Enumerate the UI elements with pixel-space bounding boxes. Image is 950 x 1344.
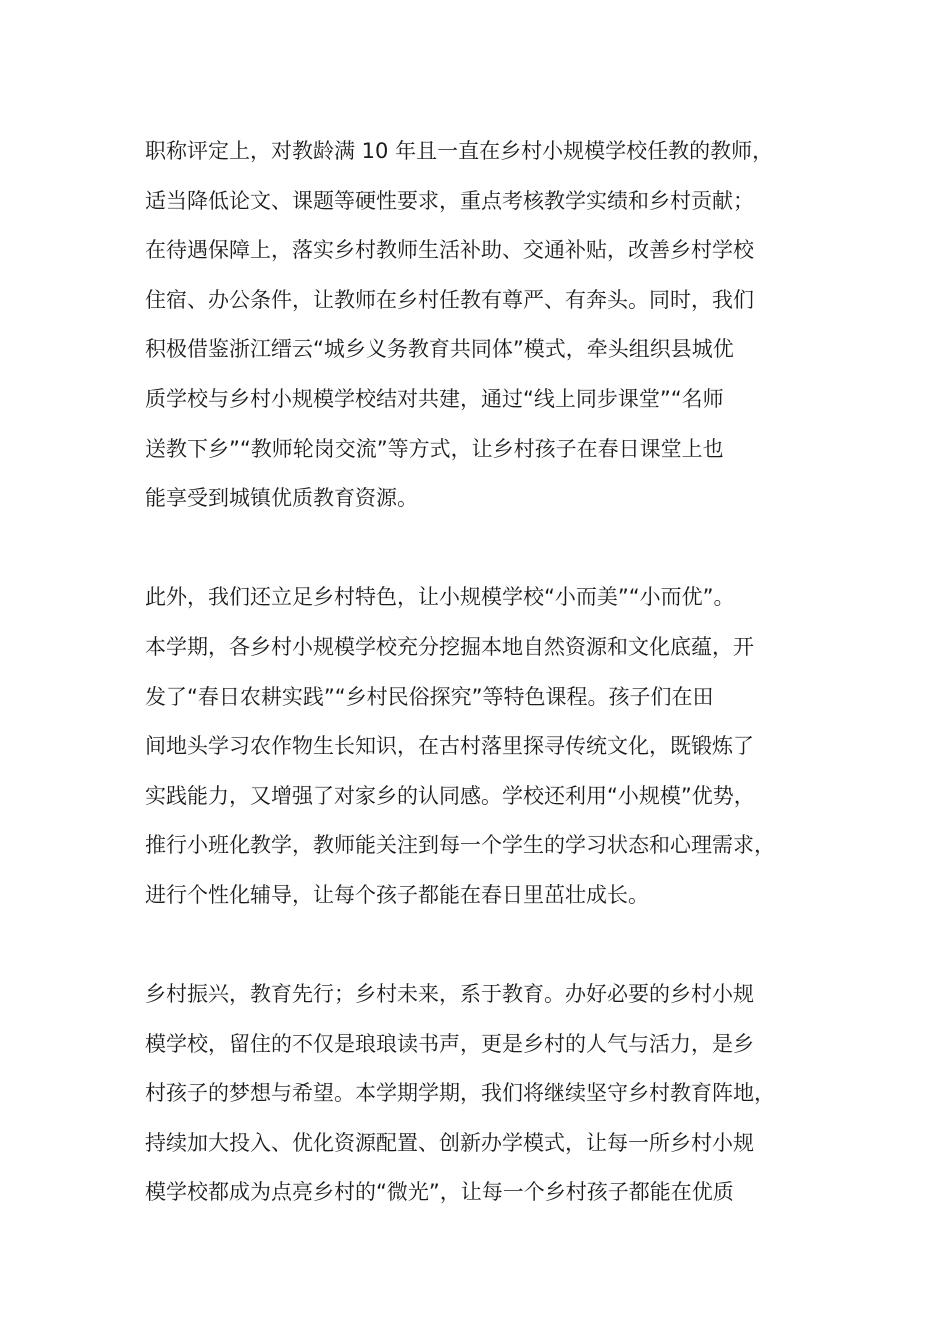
paragraph-3: [145, 970, 845, 1218]
text-line: 职称评定上，对教龄满 10 年且一直在乡村小规模学校任教的教师，: [145, 139, 774, 163]
paragraph-spacer: [145, 921, 845, 971]
paragraph-2: [145, 573, 845, 920]
text-line: 发了“春日农耕实践”“乡村民俗探究”等特色课程。孩子们在田: [145, 684, 714, 709]
paragraph-1: [145, 127, 845, 524]
text-line: 质学校与乡村小规模学校结对共建，通过“线上同步课堂”“名师: [145, 386, 724, 411]
text-line: 间地头学习农作物生长知识，在古村落里探寻传统文化，既锻炼了: [145, 734, 754, 759]
text-line: 能享受到城镇优质教育资源。: [145, 486, 418, 511]
text-line: 乡村振兴，教育先行；乡村未来，系于教育。办好必要的乡村小规: [145, 982, 754, 1007]
text-line: 实践能力，又增强了对家乡的认同感。学校还利用“小规模”优势，: [145, 783, 755, 808]
text-line: 进行个性化辅导，让每个孩子都能在春日里茁壮成长。: [145, 882, 649, 907]
text-line: 模学校，留住的不仅是琅琅读书声，更是乡村的人气与活力，是乡: [145, 1031, 754, 1056]
text-line: 本学期，各乡村小规模学校充分挖掘本地自然资源和文化底蕴，开: [145, 634, 754, 659]
text-line: 适当降低论文、课题等硬性要求，重点考核教学实绩和乡村贡献；: [145, 188, 754, 213]
text-line: 此外，我们还立足乡村特色，让小规模学校“小而美”“小而优”。: [145, 585, 735, 610]
text-line: 模学校都成为点亮乡村的“微光”，让每一个乡村孩子都能在优质: [145, 1180, 734, 1205]
document-body: [145, 127, 845, 1218]
text-line: 送教下乡”“教师轮岗交流”等方式，让乡村孩子在春日课堂上也: [145, 436, 724, 461]
paragraph-spacer: [145, 524, 845, 574]
text-line: 积极借鉴浙江缙云“城乡义务教育共同体”模式，牵头组织县城优: [145, 337, 734, 362]
text-line: 推行小班化教学，教师能关注到每一个学生的学习状态和心理需求，: [145, 833, 775, 858]
text-line: 持续加大投入、优化资源配置、创新办学模式，让每一所乡村小规: [145, 1130, 754, 1155]
text-line: 村孩子的梦想与希望。本学期学期，我们将继续坚守乡村教育阵地，: [145, 1081, 775, 1106]
text-line: 在待遇保障上，落实乡村教师生活补助、交通补贴，改善乡村学校: [145, 238, 754, 263]
text-line: 住宿、办公条件，让教师在乡村任教有尊严、有奔头。同时，我们: [145, 287, 754, 312]
